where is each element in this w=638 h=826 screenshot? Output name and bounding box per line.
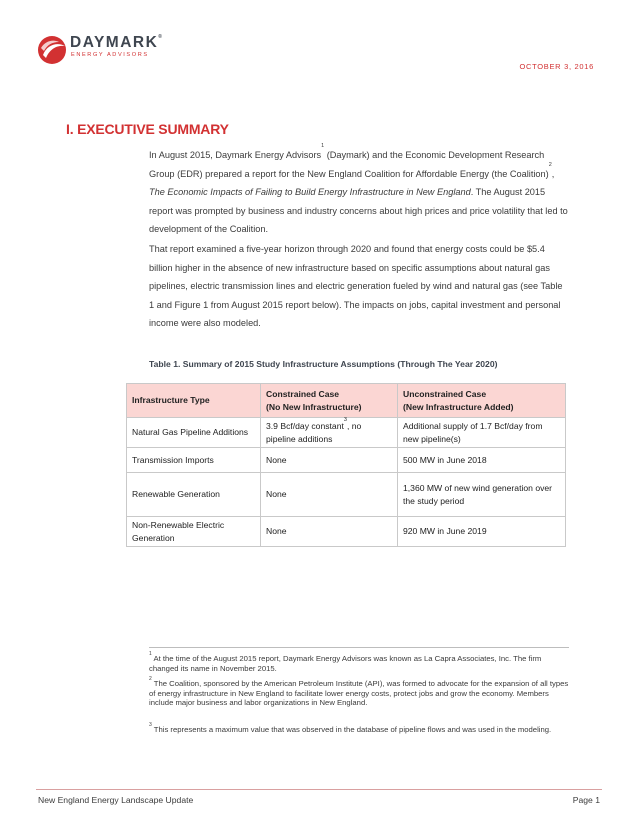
daymark-logo [36, 30, 176, 70]
cell-constrained: None [261, 517, 398, 547]
table-row [127, 418, 566, 448]
header-constrained-case: Constrained Case (No New Infrastructure) [261, 384, 398, 418]
report-date: OCTOBER 3, 2016 [519, 62, 594, 71]
daymark-swirl-icon [36, 34, 68, 66]
section-title: I. EXECUTIVE SUMMARY [66, 121, 229, 137]
table-row [127, 517, 566, 547]
footer-document-title: New England Energy Landscape Update [38, 795, 194, 805]
cell-type: Renewable Generation [127, 473, 261, 517]
table-row [127, 473, 566, 517]
cell-unconstrained: 500 MW in June 2018 [398, 448, 566, 473]
footnote-divider [149, 647, 569, 648]
cell-constrained: None [261, 448, 398, 473]
cell-constrained: None [261, 473, 398, 517]
findings-paragraph: That report examined a five-year horizon through 2020 and found that energy costs could be $5.4 billion higher in the absence of new infrastructure based on specific assumptions about natural gas pipelines, electric transmission lines and electric generation fueled by wind and natural gas (see Table 1 and Figure 1 from August 2015 report below). The impacts on jobs, capital investment and personal income were also modeled. [149, 244, 563, 329]
cell-unconstrained: 1,360 MW of new wind generation over the study period [398, 473, 566, 517]
header-unconstrained-case: Unconstrained Case (New Infrastructure Added) [398, 384, 566, 418]
brand-name: DAYMARK® [70, 34, 162, 51]
brand-tagline: ENERGY ADVISORS [71, 52, 149, 58]
footnote-3: $^3$ This represents a maximum value that was observed in the database of pipeline flows and was used in the modeling. [149, 722, 552, 734]
footer-divider [36, 789, 602, 790]
cell-type: Non-Renewable Electric Generation [127, 517, 261, 547]
table-caption: Table 1. Summary of 2015 Study Infrastructure Assumptions (Through The Year 2020) [149, 359, 498, 369]
infrastructure-assumptions-table [126, 383, 566, 547]
report-title: The Economic Impacts of Failing to Build Energy Infrastructure in New England [149, 187, 471, 198]
footnote-2: $^2$ The Coalition, sponsored by the American Petroleum Institute (API), was formed to advocate for the expansion of all types of energy infrastructure in New England to facilitate lower energy costs, protect jobs and grow the economy. Members include major business and labor organizations in New England. [149, 676, 569, 708]
footnote-ref-2: 2 [548, 161, 552, 168]
cell-unconstrained: Additional supply of 1.7 Bcf/day from new pipeline(s) [398, 418, 566, 448]
cell-constrained: 3.9 Bcf/day constant$^3$, no pipeline additions [261, 418, 398, 448]
footnote-ref-3: 3 [343, 417, 347, 423]
header-infrastructure-type: Infrastructure Type [127, 384, 261, 418]
footnote-ref-1: 1 [321, 143, 325, 149]
footer-page-number: Page 1 [572, 795, 600, 805]
table-row [127, 448, 566, 473]
cell-type: Natural Gas Pipeline Additions [127, 418, 261, 448]
footnote-1: $^1$ At the time of the August 2015 report, Daymark Energy Advisors was known as La Capra Associates, Inc. The firm changed its name in November 2015. [149, 651, 542, 673]
cell-unconstrained: 920 MW in June 2019 [398, 517, 566, 547]
intro-paragraph: In August 2015, Daymark Energy Advisors$^1$ (Daymark) and the Economic Development Research Group (EDR) prepared a report for the New England Coalition for Affordable Energy (the Coalition)$^2$, The Economic Impacts of Failing to Build Energy Infrastructure in New England. The August 2015 report was prompted by business and industry concerns about high prices and price volatility that led to development of the Coalition. [149, 143, 568, 235]
cell-type: Transmission Imports [127, 448, 261, 473]
table-header-row [127, 384, 566, 418]
